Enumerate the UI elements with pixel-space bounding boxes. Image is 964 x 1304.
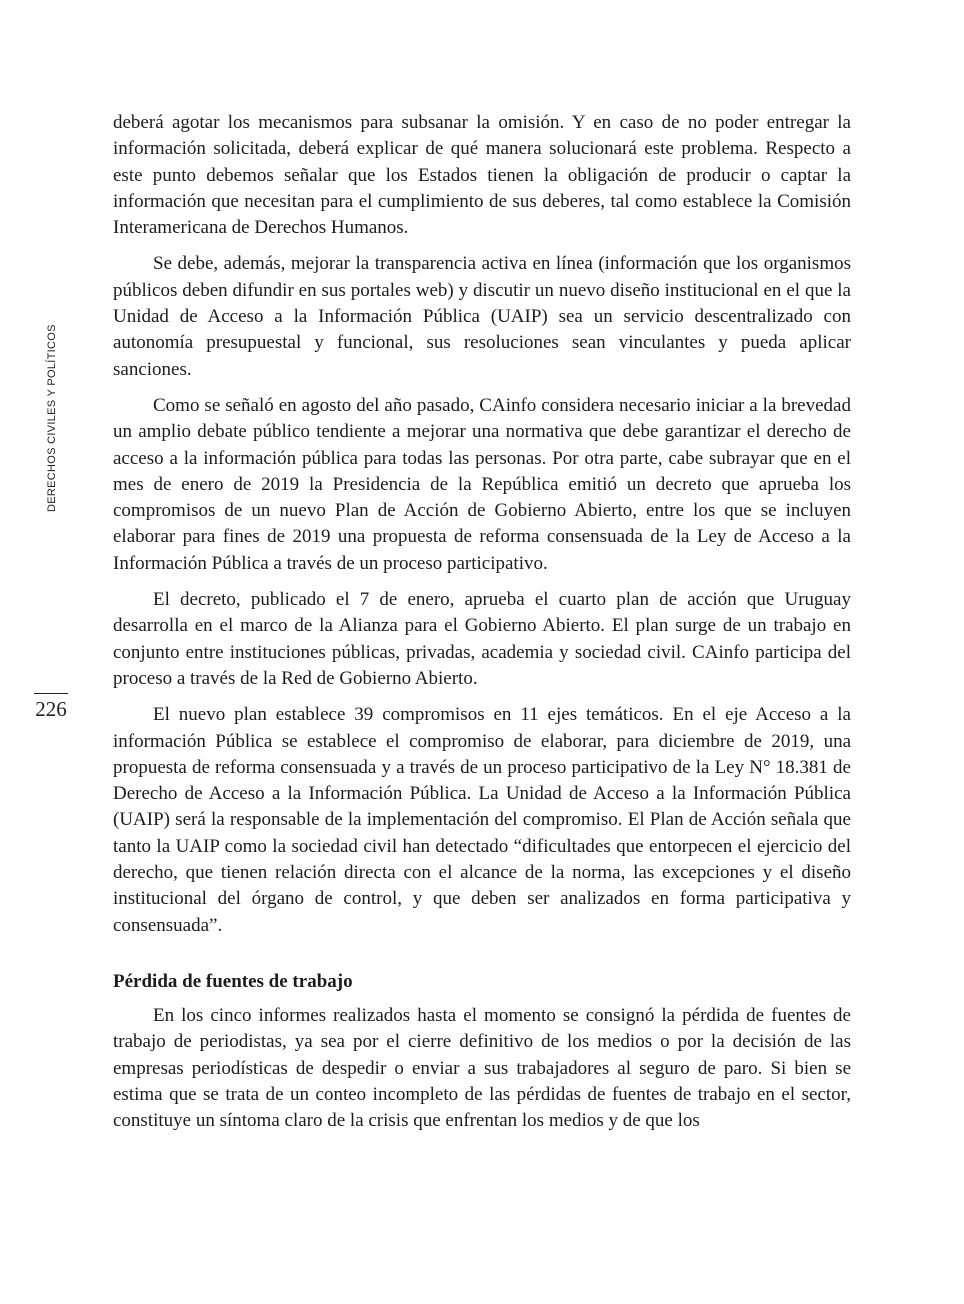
paragraph: deberá agotar los mecanismos para subsanar la omisión. Y en caso de no poder entregar la información solicitada, deberá explicar de qué manera solucionará este problema. Respecto a este punto debemos señalar que los Estados tienen la obligación de producir o captar la información que necesitan para el cumplimiento de sus deberes, tal como establece la Comisión Interamericana de Derechos Humanos. bbox=[113, 112, 851, 239]
paragraph: En los cinco informes realizados hasta el momento se consignó la pérdida de fuentes de trabajo de periodistas, ya sea por el cierre definitivo de los medios o por la decisión de las empresas periodísticas de despedir o enviar a sus trabajadores al seguro de paro. Si bien se estima que se trata de un conteo incompleto de las pérdidas de fuentes de trabajo en el sector, constituye un síntoma claro de la crisis que enfrentan los medios y de que los bbox=[113, 1004, 851, 1132]
paragraph: Como se señaló en agosto del año pasado, CAinfo considera necesario iniciar a la brevedad un amplio debate público tendiente a mejorar una normativa que debe garantizar el derecho de acceso a la información pública para todas las personas. Por otra parte, cabe subrayar que en el mes de enero de 2019 la Presidencia de la República emitió un decreto que aprueba los compromisos de un nuevo Plan de Acción de Gobierno Abierto, entre los que se incluyen elaborar para fines de 2019 una propuesta de reforma consensuada de la Ley de Acceso a la Información Pública a través de un proceso participativo. bbox=[113, 394, 851, 574]
page-number: 226 bbox=[35, 697, 67, 721]
section-heading: Pérdida de fuentes de trabajo bbox=[113, 970, 353, 992]
paragraph: Se debe, además, mejorar la transparencia activa en línea (información que los organismos públicos deben difundir en sus portales web) y discutir un nuevo diseño institucional en el que la Unidad de Acceso a la Información Pública (UAIP) sea un servicio descentralizado con autonomía presupuestal y funcional, sus resoluciones sean vinculantes y pueda aplicar sanciones. bbox=[113, 253, 851, 380]
running-head: DERECHOS CIVILES Y POLÍTICOS bbox=[46, 324, 58, 512]
paragraph: El nuevo plan establece 39 compromisos en 11 ejes temáticos. En el eje Acceso a la información Pública se establece el compromiso de elaborar, para diciembre de 2019, una propuesta de reforma consensuada y a través de un proceso participativo de la Ley N° 18.381 de Derecho de Acceso a la Información Pública. La Unidad de Acceso a la Información Pública (UAIP) será la responsable de la implementación del compromiso. El Plan de Acción señala que tanto la UAIP como la sociedad civil han detectado “dificultades que entorpecen el ejercicio del derecho, que tienen relación directa con el alcance de la norma, las excepciones y el diseño institucional del órgano de control, y que deben ser analizados en forma participativa y consensuada”. bbox=[113, 704, 851, 936]
body-text bbox=[113, 110, 851, 1144]
paragraph: El decreto, publicado el 7 de enero, aprueba el cuarto plan de acción que Uruguay desarrolla en el marco de la Alianza para el Gobierno Abierto. El plan surge de un trabajo en conjunto entre instituciones públicas, privadas, academia y sociedad civil. CAinfo participa del proceso a través de la Red de Gobierno Abierto. bbox=[113, 589, 851, 689]
folio-rule bbox=[34, 693, 68, 694]
